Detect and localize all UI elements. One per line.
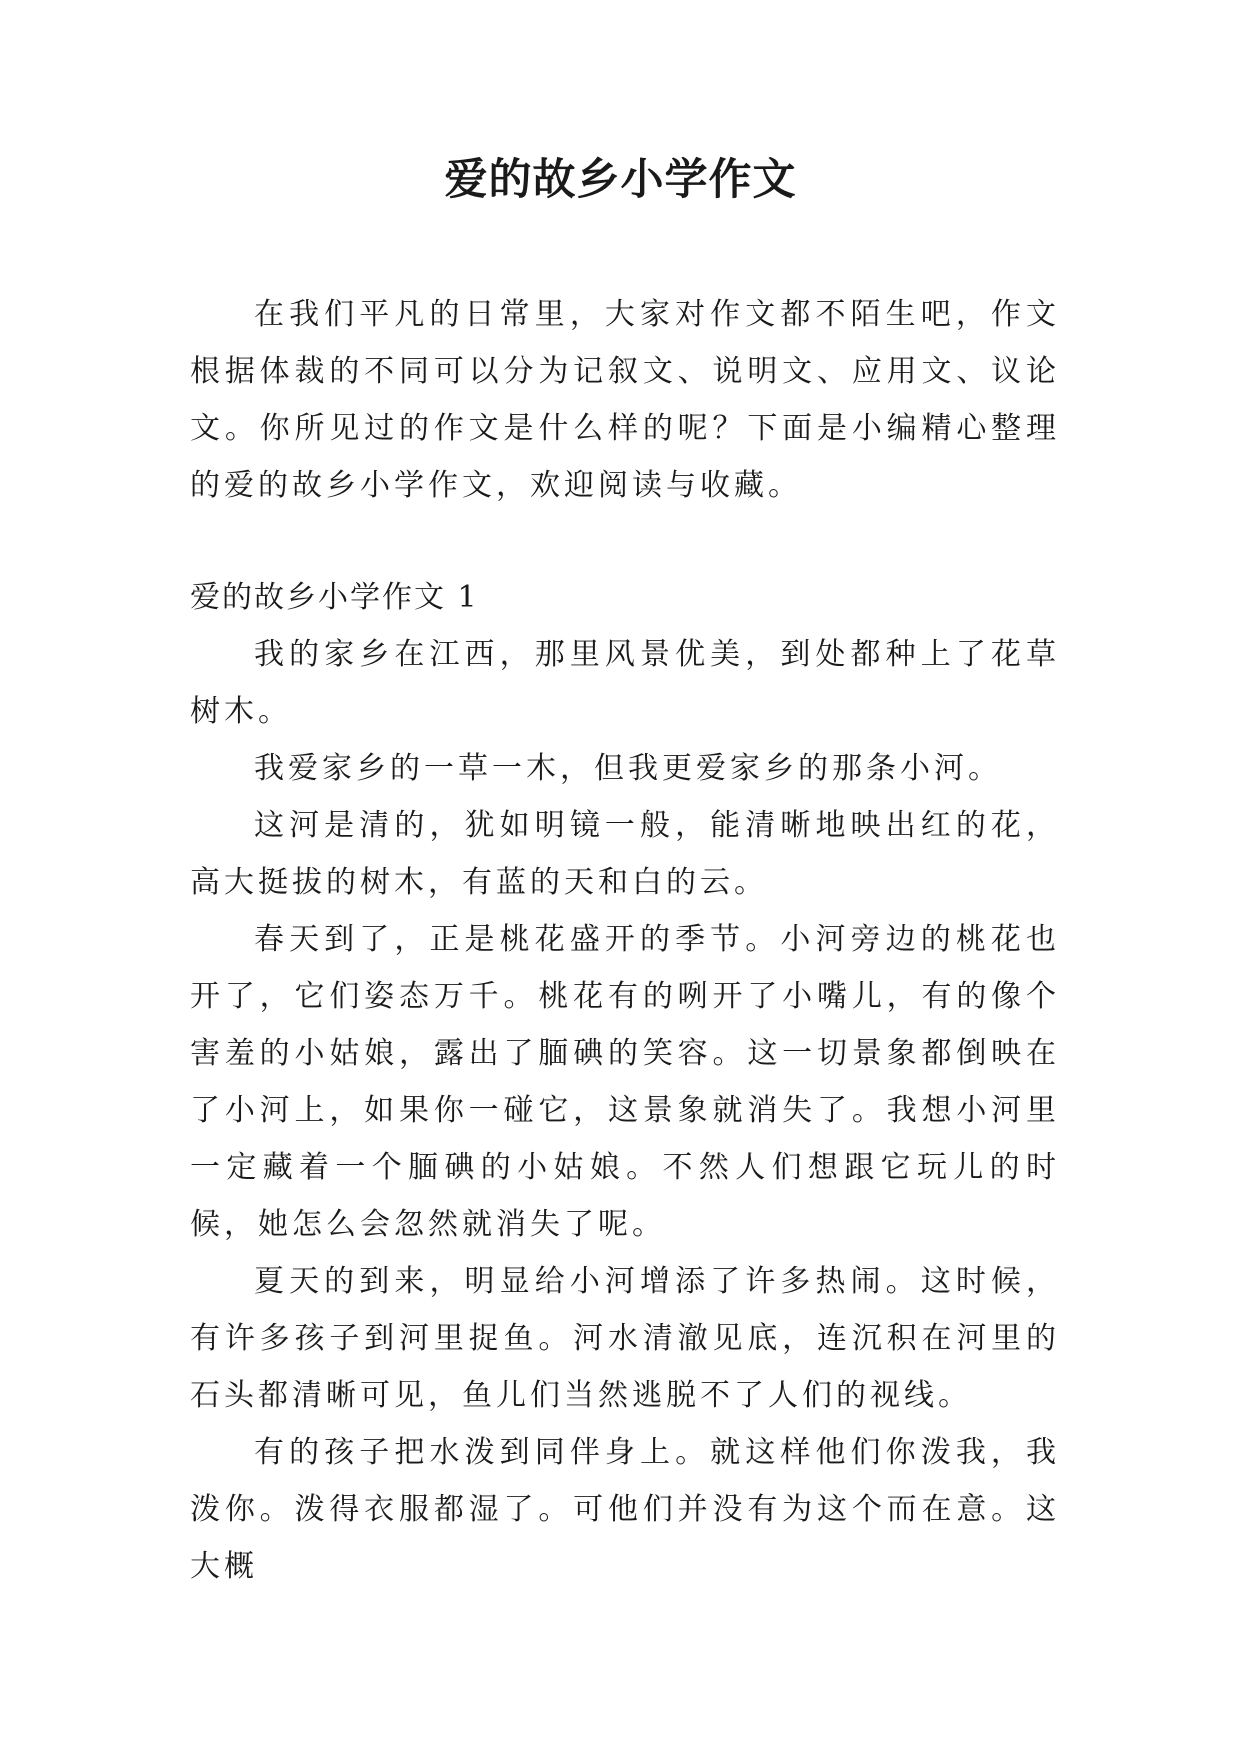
body-paragraph: 我爱家乡的一草一木，但我更爱家乡的那条小河。 bbox=[254, 751, 1002, 786]
body-paragraph: 这河是清的，犹如明镜一般，能清晰地映出红的花，高大挺拔的树木，有蓝的天和白的云。 bbox=[190, 808, 1060, 900]
document-body bbox=[190, 286, 1060, 1595]
body-paragraph: 春天到了，正是桃花盛开的季节。小河旁边的桃花也开了，它们姿态万千。桃花有的咧开了小嘴儿，有的像个害羞的小姑娘，露出了腼碘的笑容。这一切景象都倒映在了小河上，如果你一碰它，这景象就消失了。我想小河里一定藏着一个腼碘的小姑娘。不然人们想跟它玩儿的时候，她怎么会忽然就消失了呢。 bbox=[190, 922, 1060, 1242]
intro-paragraph: 在我们平凡的日常里，大家对作文都不陌生吧，作文根据体裁的不同可以分为记叙文、说明文、应用文、议论文。你所见过的作文是什么样的呢？下面是小编精心整理的爱的故乡小学作文，欢迎阅读与收藏。 bbox=[190, 297, 1060, 503]
body-paragraph: 夏天的到来，明显给小河增添了许多热闹。这时候，有许多孩子到河里捉鱼。河水清澈见底，连沉积在河里的石头都清晰可见，鱼儿们当然逃脱不了人们的视线。 bbox=[190, 1264, 1060, 1413]
section-heading: 爱的故乡小学作文 1 bbox=[190, 580, 479, 615]
document-title: 爱的故乡小学作文 bbox=[444, 155, 797, 205]
body-paragraph: 我的家乡在江西，那里风景优美，到处都种上了花草树木。 bbox=[190, 637, 1060, 729]
body-paragraph: 有的孩子把水泼到同伴身上。就这样他们你泼我，我泼你。泼得衣服都湿了。可他们并没有为这个而在意。这大概 bbox=[190, 1435, 1060, 1584]
